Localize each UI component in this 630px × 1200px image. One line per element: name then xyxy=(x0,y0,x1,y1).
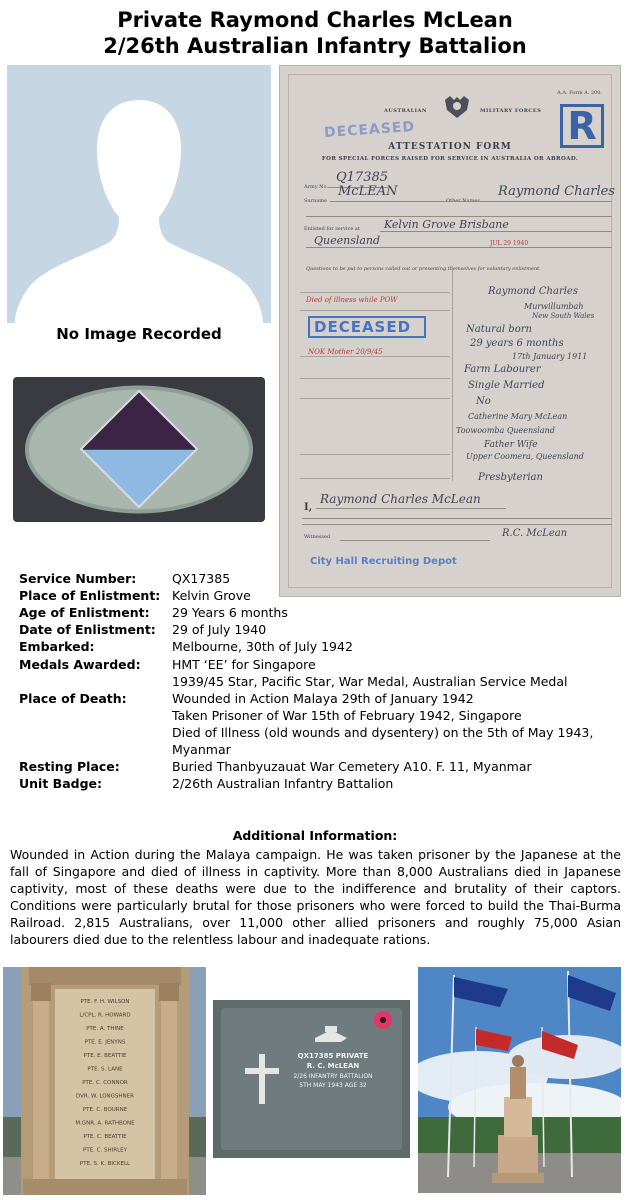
form-rule xyxy=(316,508,506,509)
war-memorial-image xyxy=(418,967,621,1193)
other-names-label: Other Names xyxy=(446,198,480,204)
unit-patch-icon xyxy=(13,377,265,522)
memorial-name: PTE. C. BOURNE xyxy=(82,1107,128,1113)
form-rule xyxy=(300,378,450,379)
memorial-name: PTE. C. BEATTIE xyxy=(83,1134,127,1140)
form-title: ATTESTATION FORM xyxy=(388,142,512,152)
headstone-line2: R. C. McLEAN xyxy=(306,1062,360,1070)
detail-value: Died of Illness (old wounds and dysentery) on the 5th of May 1943, xyxy=(172,724,594,740)
age-answer: 29 years 6 months xyxy=(470,338,564,349)
declaration-name: Raymond Charles McLean xyxy=(320,492,481,506)
nationality-answer: Natural born xyxy=(466,324,532,335)
witness-label: Witnessed xyxy=(304,534,331,540)
recruiting-depot-stamp: City Hall Recruiting Depot xyxy=(310,556,457,567)
coat-of-arms-icon xyxy=(442,94,472,120)
form-rule xyxy=(306,247,612,248)
headstone-image xyxy=(213,1000,410,1158)
detail-label: Unit Badge: xyxy=(19,776,102,792)
unit-colour-patch xyxy=(13,377,265,522)
enlist-date: JUL 29 1940 xyxy=(490,240,529,247)
religion-answer: Presbyterian xyxy=(478,472,543,483)
detail-label: Resting Place: xyxy=(19,759,120,775)
headstone-line1: QX17385 PRIVATE xyxy=(297,1052,369,1060)
deceased-stamp: DECEASED xyxy=(314,318,412,336)
silhouette-icon xyxy=(7,65,271,323)
form-header-right: MILITARY FORCES xyxy=(480,108,542,114)
detail-value: 2/26th Australian Infantry Battalion xyxy=(172,776,394,792)
memorial-name: PTE. A. THINE xyxy=(86,1026,124,1032)
state-value: Queensland xyxy=(314,234,381,247)
detail-value: Myanmar xyxy=(172,742,231,757)
form-rule xyxy=(300,478,450,479)
detail-value: HMT ‘EE’ for Singapore xyxy=(172,656,316,672)
headstone-line3: 2/26 INFANTRY BATTALION xyxy=(293,1073,373,1080)
enlisted-label: Enlisted for service at xyxy=(304,226,360,232)
cross-icon xyxy=(259,1054,265,1104)
marital-answer: Single Married xyxy=(468,380,545,391)
country-answer: New South Wales xyxy=(532,312,595,320)
surname-value: McLEAN xyxy=(338,184,398,199)
detail-value: Melbourne, 30th of July 1942 xyxy=(172,639,353,655)
detail-value: 1939/45 Star, Pacific Star, War Medal, Australian Service Medal xyxy=(172,673,568,689)
previous-answer: No xyxy=(476,396,491,407)
memorial-name: PTE. S. K. BICKELL xyxy=(79,1161,131,1167)
form-rule xyxy=(300,292,450,293)
portrait-placeholder xyxy=(7,65,271,323)
form-rule xyxy=(300,398,450,399)
form-rule xyxy=(300,454,450,455)
birthplace-answer: Murwillumbah xyxy=(524,302,584,311)
memorial-name: DVR. W. LONGSHNER xyxy=(76,1093,134,1100)
detail-label: Medals Awarded: xyxy=(19,656,141,672)
memorial-name: PTE. E. BEATTIE xyxy=(83,1053,127,1059)
form-rule xyxy=(300,310,450,311)
headstone-line4: 5TH MAY 1943 AGE 32 xyxy=(299,1082,367,1089)
additional-info-text: Wounded in Action during the Malaya campaign. He was taken prisoner by the Japanese at the fall of Singapore and died of illness in captivity. More than 8,000 Australians died in Japanese captivity, most of these deaths were due to the indifference and brutality of their captors. Conditions were particularly brutal for those prisoners who were forced to build the Thai-Burma Railroad. 2,815 Australians, over 11,000 other allied prisoners and roughly 75,000 Asian labourers died due to the relentless labour and inadequate rations. xyxy=(10,847,621,947)
form-rule xyxy=(380,231,612,232)
no-image-caption: No Image Recorded xyxy=(56,325,222,343)
memorial-image xyxy=(3,967,206,1195)
memorial-name: PTE. S. LANE xyxy=(87,1066,123,1073)
permanent-address-answer: Upper Coomera, Queensland xyxy=(466,452,584,461)
surname-label: Surname xyxy=(304,198,327,204)
detail-value: 29 Years 6 months xyxy=(172,605,288,621)
war-memorial-flags-photo xyxy=(418,967,621,1193)
signature: R.C. McLean xyxy=(502,528,568,539)
detail-value: 29 of July 1940 xyxy=(172,622,267,638)
detail-label: Age of Enlistment: xyxy=(19,605,150,621)
form-rule xyxy=(306,216,612,217)
death-note: Died of illness while POW xyxy=(306,296,398,304)
memorial-name: PTE. C. CONNOR xyxy=(82,1080,128,1086)
memorial-name: PTE. E. JENYNS xyxy=(84,1039,126,1046)
form-rule xyxy=(340,540,490,541)
army-no-label: Army No. xyxy=(304,184,329,190)
page-title: Private Raymond Charles McLean xyxy=(117,8,513,32)
other-names-answer: Raymond Charles xyxy=(488,286,578,297)
detail-label: Embarked: xyxy=(19,639,95,655)
other-names-value: Raymond Charles xyxy=(498,184,615,199)
form-rule xyxy=(302,524,612,525)
form-stamp-letter: R xyxy=(560,104,604,148)
headstone-photo xyxy=(213,1000,410,1158)
detail-value: Wounded in Action Malaya 29th of January 1942 xyxy=(172,690,474,706)
declaration-i: I, xyxy=(304,502,313,513)
form-number: A.A. Form A. 200. xyxy=(557,90,602,96)
detail-value: Kelvin Grove xyxy=(172,588,251,604)
form-subtitle: FOR SPECIAL FORCES RAISED FOR SERVICE IN AUSTRALIA OR ABROAD. xyxy=(321,156,579,162)
detail-label: Place of Death: xyxy=(19,690,127,706)
nok-address-answer: Toowoomba Queensland xyxy=(456,426,555,435)
memorial-name: PTE. C. SHIRLEY xyxy=(83,1147,127,1154)
form-rule xyxy=(300,356,450,357)
page-subtitle: 2/26th Australian Infantry Battalion xyxy=(103,34,527,58)
detail-value: Taken Prisoner of War 15th of February 1942, Singapore xyxy=(172,707,522,723)
detail-value: QX17385 xyxy=(172,571,231,586)
memorial-name: M.GNR. A. RATHBONE xyxy=(75,1120,135,1127)
army-no-value: Q17385 xyxy=(336,170,389,185)
additional-info-heading: Additional Information: xyxy=(232,828,398,843)
detail-label: Place of Enlistment: xyxy=(19,588,161,604)
memorial-name: PTE. F. H. WILSON xyxy=(80,999,130,1005)
deceased-stamp-top: DECEASED xyxy=(323,118,416,142)
memorial-honour-roll-photo xyxy=(3,967,206,1195)
trade-answer: Farm Labourer xyxy=(464,364,541,375)
detail-label: Date of Enlistment: xyxy=(19,622,156,638)
detail-label: Service Number: xyxy=(19,571,137,586)
nok-note: NOK Mother 20/9/45 xyxy=(308,348,383,356)
relationship-answer: Father Wife xyxy=(484,440,538,450)
form-rule xyxy=(330,201,612,202)
questions-heading: Questions to be put to persons called out or presenting themselves for voluntary enlistment. xyxy=(306,266,541,272)
detail-value: Buried Thanbyuzauat War Cemetery A10. F. 11, Myanmar xyxy=(172,759,532,775)
form-rule xyxy=(302,518,612,519)
form-column-divider xyxy=(452,266,453,481)
nok-name-answer: Catherine Mary McLean xyxy=(468,412,568,421)
memorial-name: L/CPL. R. HOWARD xyxy=(79,1012,131,1019)
form-header-left: AUSTRALIAN xyxy=(384,108,427,114)
attestation-form-image xyxy=(279,65,621,597)
dob-answer: 17th January 1911 xyxy=(512,352,588,361)
enlisted-value: Kelvin Grove Brisbane xyxy=(384,218,509,231)
